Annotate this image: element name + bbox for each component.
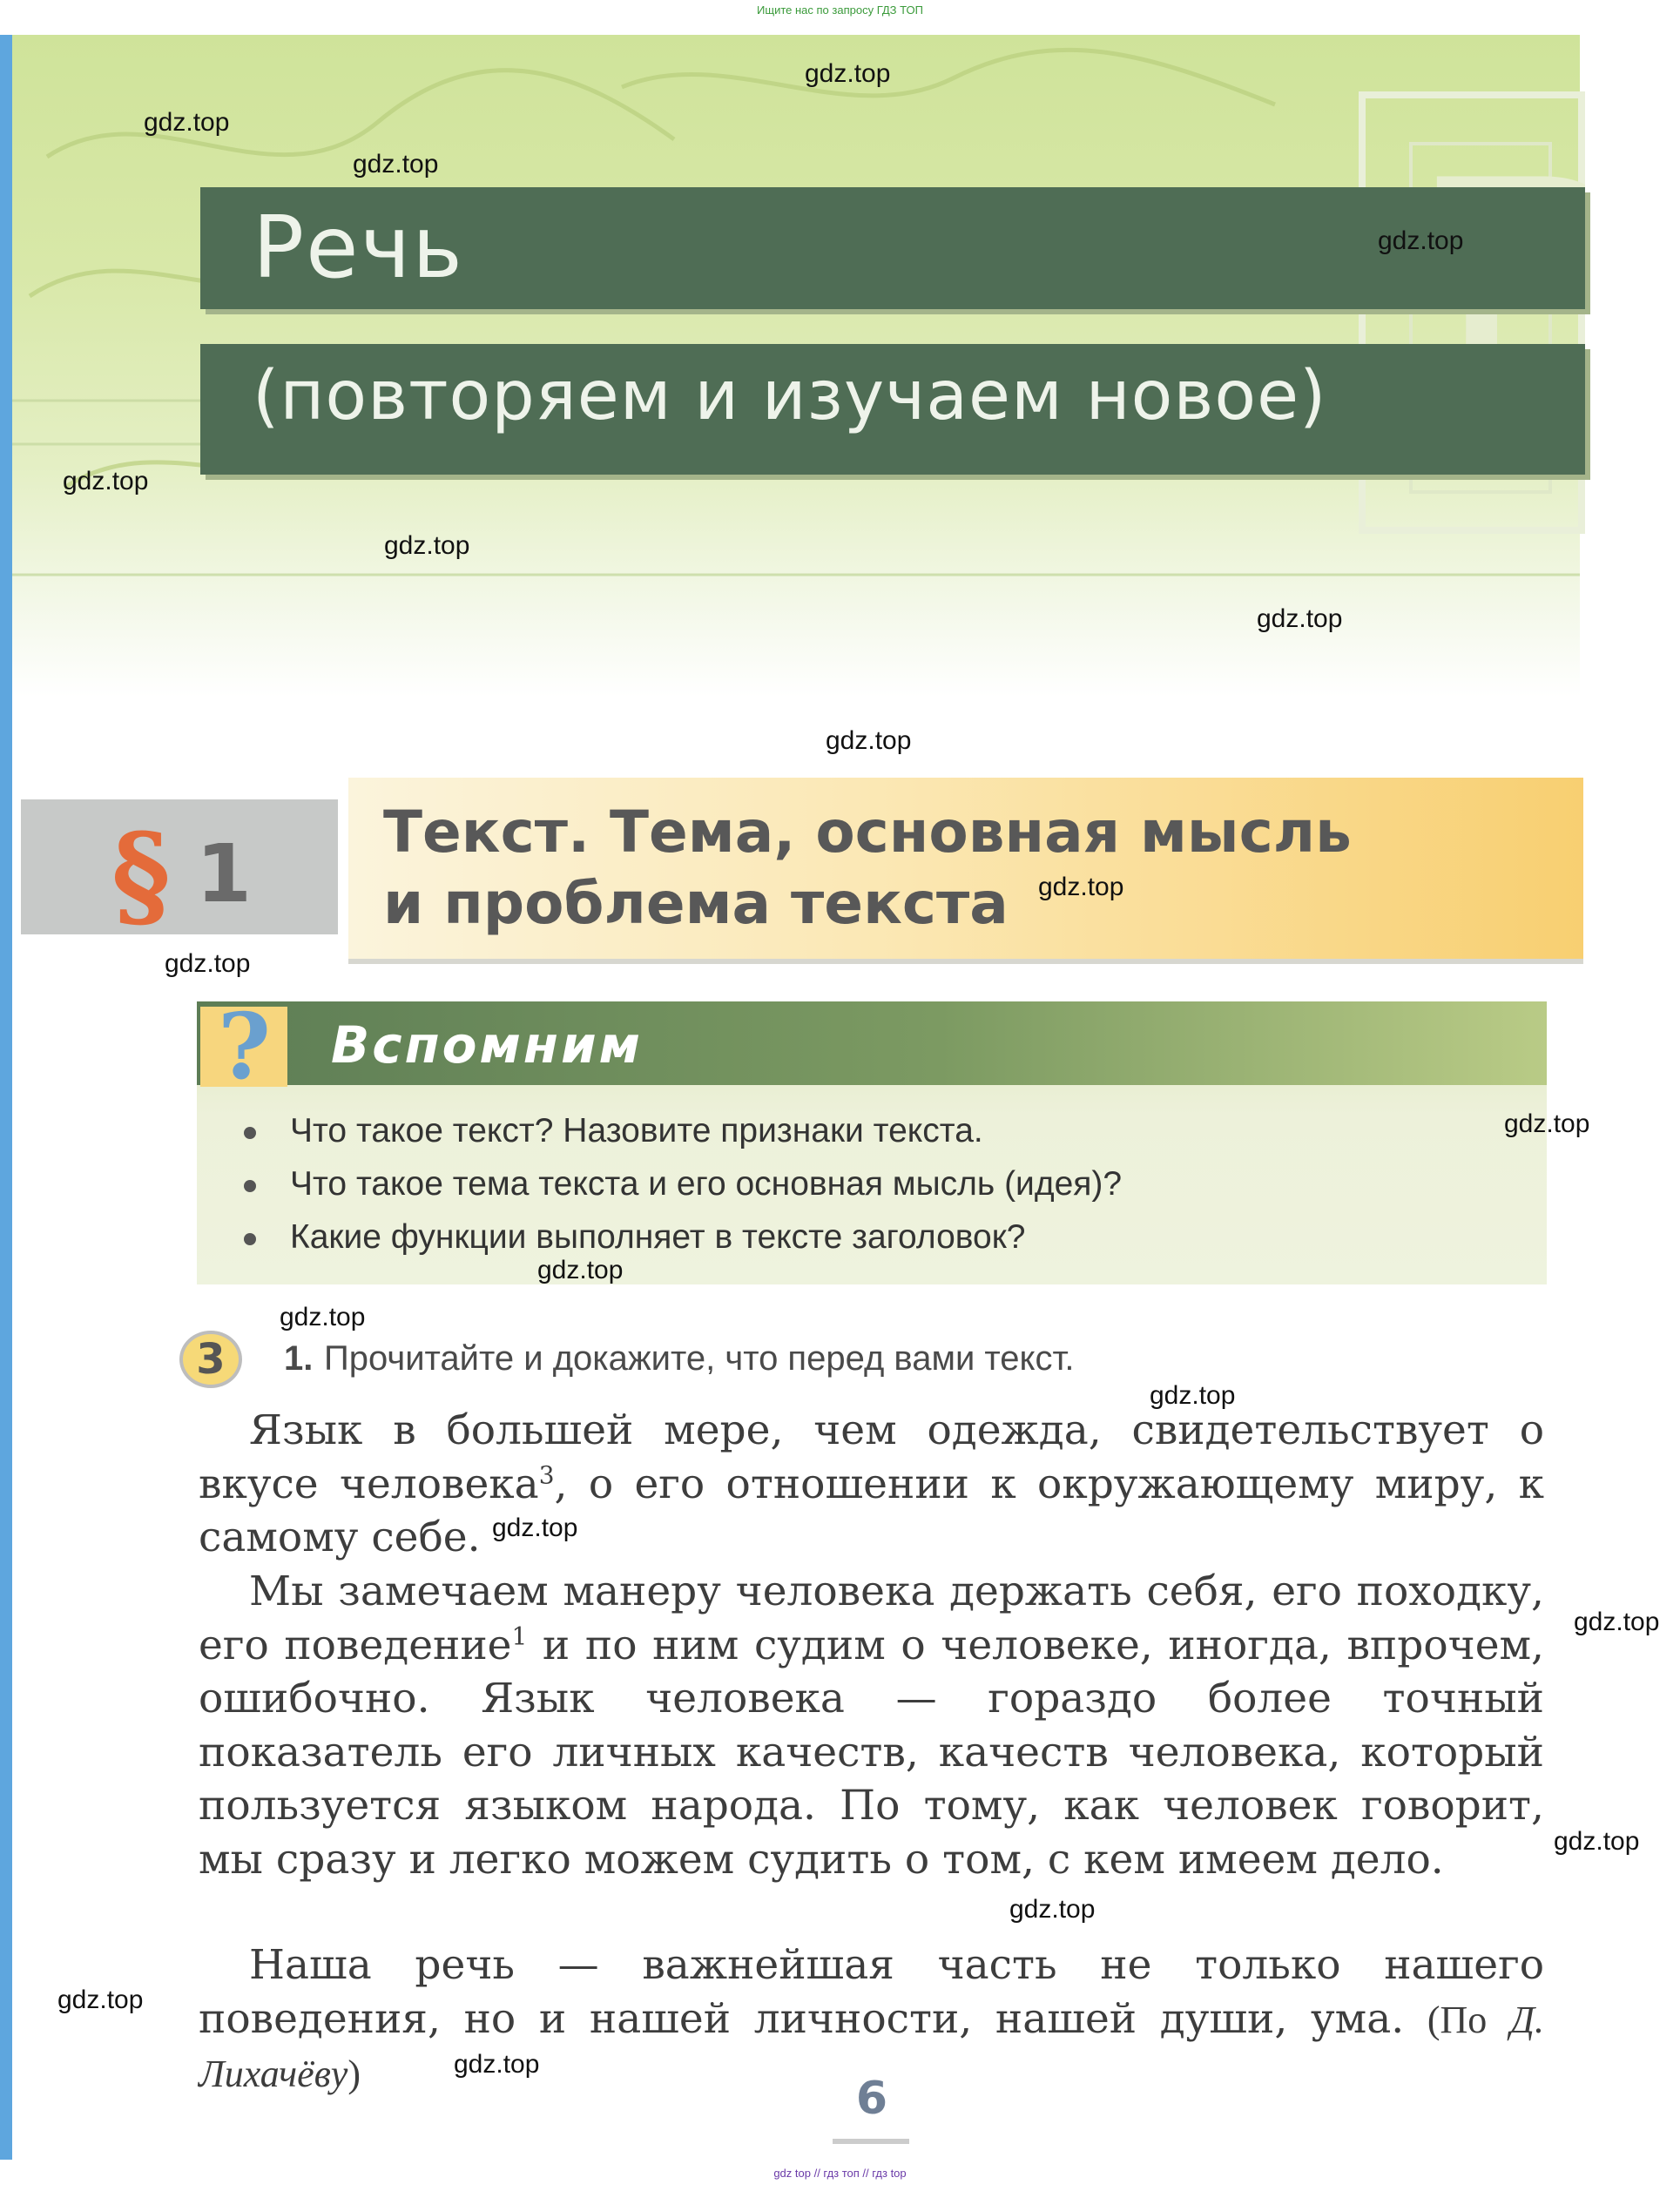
watermark: gdz.top [454,2050,540,2079]
section-number: 1 [196,827,253,920]
footnote-mark: 3 [538,1460,555,1489]
watermark: gdz.top [1009,1895,1096,1924]
watermark: gdz.top [63,467,149,496]
paragraph-text: Мы замечаем манеру человека держать себя, его походку, его поведение [199,1567,1544,1669]
watermark: gdz.top [1574,1608,1660,1636]
recall-question: Что такое текст? Назовите признаки текста. [290,1112,983,1149]
source-suffix: ) [347,2053,361,2095]
section-sign: § [111,808,171,941]
section-title [383,797,1352,940]
watermark: gdz.top [1150,1381,1236,1410]
watermark: gdz.top [492,1513,578,1542]
recall-title: Вспомним [331,1015,644,1075]
text-paragraph [199,1565,1544,1886]
question-mark-icon: ? [218,993,271,1100]
paragraph-text: Язык в большей мере, чем одежда, свидетельствует о вкусе человека [199,1406,1544,1508]
watermark: gdz.top [280,1303,366,1331]
top-banner-text: Ищите нас по запросу ГДЗ ТОП [757,3,923,17]
chapter-title: Речь [253,199,465,298]
watermark: gdz.top [144,108,230,137]
recall-question: Что такое тема текста и его основная мысль (идея)? [290,1165,1123,1203]
text-paragraph [199,1404,1544,1565]
paragraph-text: , о его отношении к окружающему миру, к самому себе. [199,1460,1544,1561]
watermark: gdz.top [1554,1827,1640,1856]
page-edge-stripe [0,35,12,2160]
bullet-icon [244,1180,256,1192]
watermark: gdz.top [1504,1109,1590,1138]
exercise-number: 3 [196,1335,226,1384]
watermark: gdz.top [165,949,251,978]
watermark: gdz.top [537,1256,624,1284]
bullet-icon [244,1233,256,1245]
watermark: gdz.top [1038,873,1124,901]
section-title-line-1: Текст. Тема, основная мысль [383,799,1352,866]
chapter-subtitle: (повторяем и изучаем новое) [253,357,1327,435]
source-author: Д. Лихачёву [199,1998,1544,2095]
watermark: gdz.top [1257,604,1343,633]
watermark: gdz.top [826,726,912,755]
source-prefix: (По [1427,1998,1488,2041]
bottom-credit: gdz top // гдз топ // гдз top [773,2167,907,2180]
top-banner [0,0,1680,26]
task-number: 1. [284,1339,314,1378]
watermark: gdz.top [384,531,470,560]
paragraph-text: и по ним судим о человеке, иногда, впрочем, ошибочно. Язык человека — гораздо более точный показатель его личных качеств, качеств человека, который пользуется языком народа. По тому, как человек говорит, мы сразу и легко можем судить о том, с кем имеем дело. [199,1621,1545,1884]
section-number-box [21,799,338,934]
page-number: 6 [855,2073,888,2125]
watermark: gdz.top [57,1985,144,2014]
watermark: gdz.top [805,59,891,88]
task-instruction: Прочитайте и докажите, что перед вами текст. [324,1339,1075,1378]
watermark: gdz.top [1378,226,1464,255]
footnote-mark: 1 [511,1621,528,1650]
section-title-line-2: и проблема текста [383,870,1009,937]
watermark: gdz.top [353,150,439,179]
bullet-icon [244,1127,256,1139]
paragraph-text: Наша речь — важнейшая часть не только нашего поведения, но и нашей личности, нашей души, ума. [199,1941,1544,2043]
page-number-underline [833,2139,909,2144]
recall-question: Какие функции выполняет в тексте заголовок? [290,1218,1026,1256]
